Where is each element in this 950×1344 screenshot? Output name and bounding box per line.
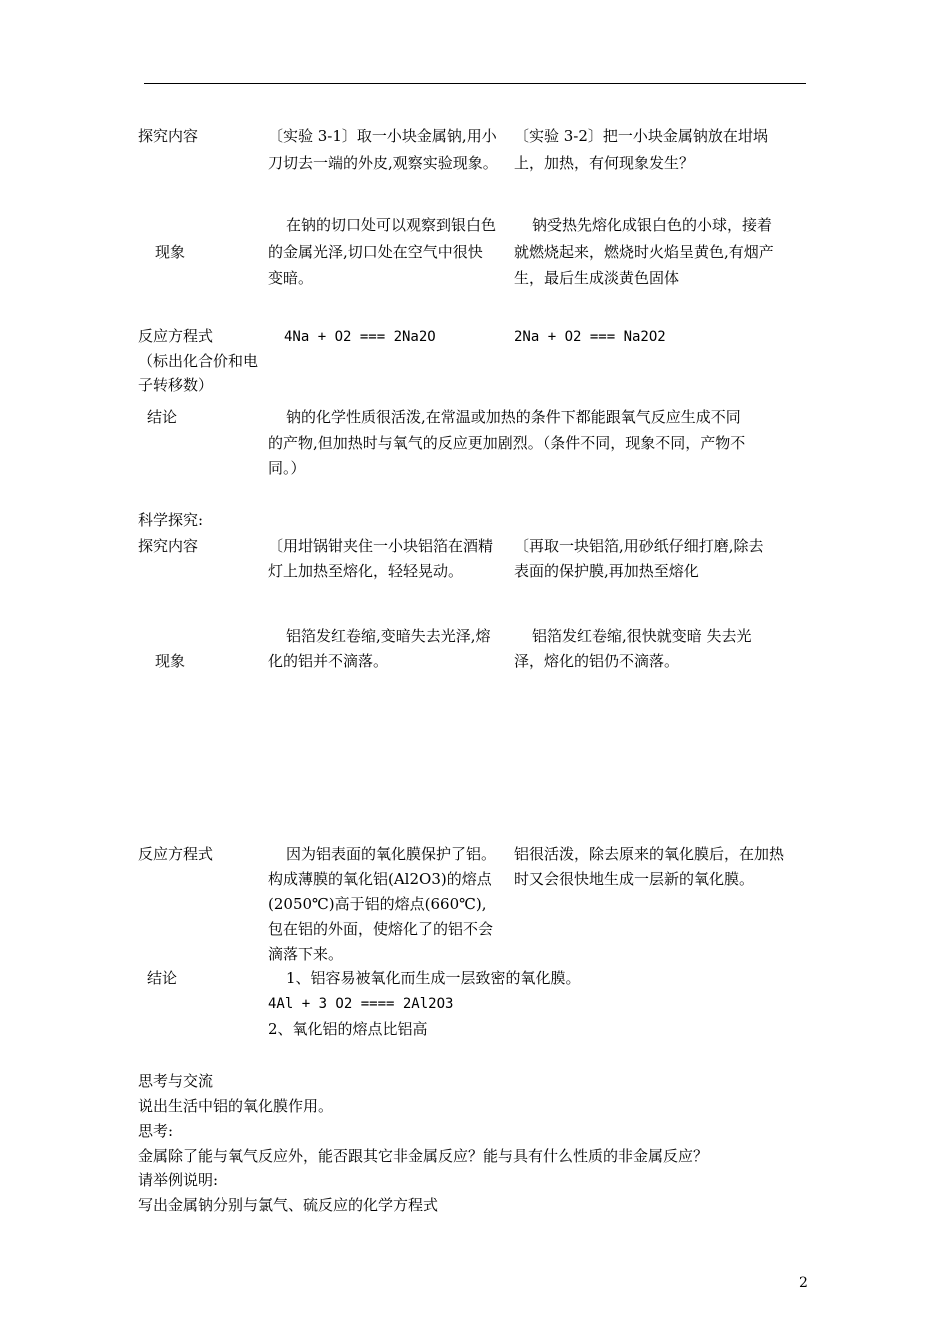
sodium-phenomenon-2-line2: 就燃烧起来，燃烧时火焰呈黄色,有烟产	[514, 243, 774, 261]
experiment-3-1-line1: 〔实验 3-1〕取一小块金属钠,用小	[268, 127, 497, 145]
header-rule	[144, 83, 806, 84]
aluminum-phenomenon-1-line2: 化的铝并不滴落。	[268, 652, 389, 670]
phenomenon-label: 现象	[155, 243, 186, 261]
sodium-phenomenon-1-line3: 变暗。	[268, 269, 314, 287]
page-number: 2	[799, 1275, 808, 1291]
aluminum-experiment-2-line2: 表面的保护膜,再加热至熔化	[514, 562, 699, 580]
discussion-title: 思考与交流	[138, 1072, 214, 1090]
science-inquiry-label: 科学探究:	[138, 511, 204, 529]
aluminum-conclusion-2: 2、氧化铝的熔点比铝高	[268, 1020, 428, 1038]
sodium-phenomenon-1-line1: 在钠的切口处可以观察到银白色	[286, 216, 497, 234]
example-label: 请举例说明:	[138, 1171, 219, 1189]
aluminum-explanation-1-line4: 包在铝的外面，使熔化了的铝不会	[268, 920, 494, 938]
sodium-conclusion-line2: 的产物,但加热时与氧气的反应更加剧烈。（条件不同，现象不同，产物不	[268, 434, 746, 452]
think-label: 思考:	[138, 1122, 174, 1140]
sodium-phenomenon-2-line1: 钠受热先熔化成银白色的小球，接着	[532, 216, 773, 234]
inquiry-label: 探究内容	[138, 127, 199, 145]
sodium-equation-heated: 2Na + O2 === Na2O2	[514, 329, 666, 345]
experiment-3-1-line2: 刀切去一端的外皮,观察实验现象。	[268, 154, 498, 172]
aluminum-phenomenon-label: 现象	[155, 652, 186, 670]
sodium-conclusion-line1: 钠的化学性质很活泼,在常温或加热的条件下都能跟氧气反应生成不同	[286, 408, 741, 426]
discussion-question-3: 写出金属钠分别与氯气、硫反应的化学方程式	[138, 1196, 439, 1214]
sodium-equation-room-temp: 4Na + O2 === 2Na2O	[284, 329, 436, 345]
aluminum-experiment-1-line2: 灯上加热至熔化，轻轻晃动。	[268, 562, 464, 580]
aluminum-phenomenon-2-line2: 泽，熔化的铝仍不滴落。	[514, 652, 680, 670]
aluminum-oxidation-equation: 4Al + 3 O2 ==== 2Al2O3	[268, 996, 454, 1012]
aluminum-explanation-1-line5: 滴落下来。	[268, 945, 344, 963]
aluminum-explanation-1-line2: 构成薄膜的氧化铝(Al2O3)的熔点	[268, 870, 492, 888]
aluminum-explanation-1-line3: (2050℃)高于铝的熔点(660℃),	[268, 895, 487, 913]
equation-label-note-line1: （标出化合价和电	[138, 352, 259, 370]
aluminum-explanation-2-line1: 铝很活泼，除去原来的氧化膜后，在加热	[514, 845, 785, 863]
equation-label-note-line2: 子转移数）	[138, 376, 214, 394]
aluminum-conclusion-1: 1、铝容易被氧化而生成一层致密的氧化膜。	[286, 969, 581, 987]
aluminum-conclusion-label: 结论	[147, 969, 178, 987]
aluminum-explanation-2-line2: 时又会很快地生成一层新的氧化膜。	[514, 870, 755, 888]
equation-label: 反应方程式	[138, 327, 214, 345]
discussion-question-1: 说出生活中铝的氧化膜作用。	[138, 1097, 334, 1115]
discussion-question-2: 金属除了能与氧气反应外，能否跟其它非金属反应？能与具有什么性质的非金属反应？	[138, 1147, 709, 1165]
aluminum-experiment-1-line1: 〔用坩锅钳夹住一小块铝箔在酒精	[268, 537, 494, 555]
aluminum-experiment-2-line1: 〔再取一块铝箔,用砂纸仔细打磨,除去	[514, 537, 764, 555]
experiment-3-2-line2: 上，加热，有何现象发生？	[514, 154, 695, 172]
aluminum-explanation-1-line1: 因为铝表面的氧化膜保护了铝。	[286, 845, 497, 863]
aluminum-phenomenon-2-line1: 铝箔发红卷缩,很快就变暗 失去光	[532, 627, 752, 645]
conclusion-label: 结论	[147, 408, 178, 426]
aluminum-equation-label: 反应方程式	[138, 845, 214, 863]
sodium-phenomenon-2-line3: 生，最后生成淡黄色固体	[514, 269, 680, 287]
aluminum-phenomenon-1-line1: 铝箔发红卷缩,变暗失去光泽,熔	[286, 627, 491, 645]
sodium-phenomenon-1-line2: 的金属光泽,切口处在空气中很快	[268, 243, 483, 261]
experiment-3-2-line1: 〔实验 3-2〕把一小块金属钠放在坩埚	[514, 127, 768, 145]
sodium-conclusion-line3: 同。）	[268, 459, 306, 477]
aluminum-inquiry-label: 探究内容	[138, 537, 199, 555]
